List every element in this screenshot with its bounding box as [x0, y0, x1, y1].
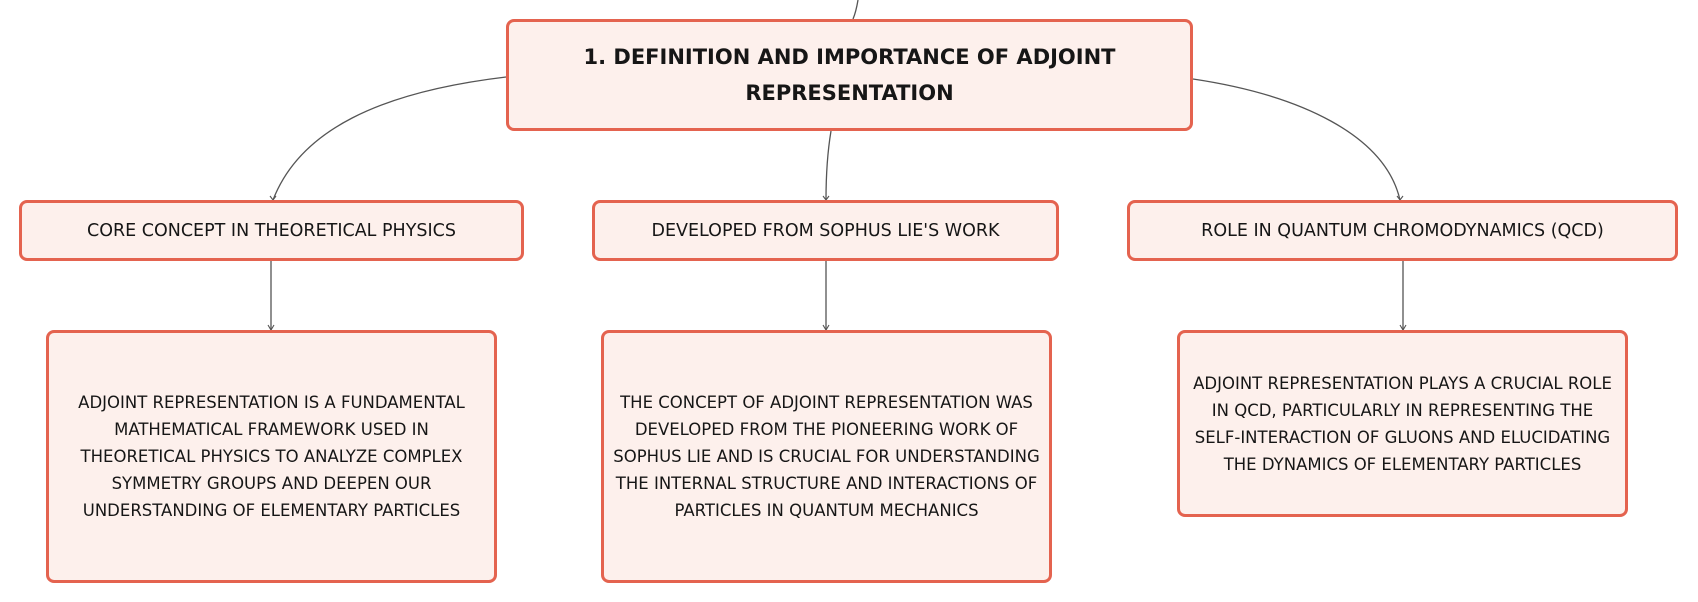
detail-qcd[interactable] — [1177, 330, 1628, 517]
branch-label: ROLE IN QUANTUM CHROMODYNAMICS (QCD) — [1201, 220, 1604, 241]
branch-qcd[interactable] — [1127, 200, 1678, 261]
branch-core-concept[interactable] — [19, 200, 524, 261]
branch-label: CORE CONCEPT IN THEORETICAL PHYSICS — [86, 220, 456, 241]
detail-text: ADJOINT REPRESENTATION PLAYS A CRUCIAL ROLE IN QCD, PARTICULARLY IN REPRESENTING THE SELF-INTERACTION OF GLUONS AND ELUCIDATING THE DYNAMICS OF ELEMENTARY PARTICLES — [1193, 373, 1612, 474]
root-title: 1. DEFINITION AND IMPORTANCE OF ADJOINT REPRESENTATION — [583, 45, 1116, 105]
branch-label: DEVELOPED FROM SOPHUS LIE'S WORK — [651, 220, 1000, 241]
connector-root-to-core-concept — [273, 77, 506, 200]
detail-sophus-lie[interactable] — [601, 330, 1052, 583]
detail-core-concept[interactable] — [46, 330, 497, 583]
connector-root-to-sophus-lie — [826, 131, 831, 200]
branch-sophus-lie[interactable] — [592, 200, 1059, 261]
root-node[interactable] — [506, 19, 1193, 131]
connector-root-to-qcd — [1193, 79, 1400, 200]
detail-text: THE CONCEPT OF ADJOINT REPRESENTATION WAS DEVELOPED FROM THE PIONEERING WORK OF SOPHUS LIE AND IS CRUCIAL FOR UNDERSTANDING THE INTERNAL STRUCTURE AND INTERACTIONS OF PARTICLES IN QUANTUM MECHANICS — [613, 393, 1040, 520]
detail-text: ADJOINT REPRESENTATION IS A FUNDAMENTAL MATHEMATICAL FRAMEWORK USED IN THEORETICAL PHYSICS TO ANALYZE COMPLEX SYMMETRY GROUPS AND DEEPEN OUR UNDERSTANDING OF ELEMENTARY PARTICLES — [78, 393, 465, 520]
connector-parent-to-root — [853, 0, 858, 19]
